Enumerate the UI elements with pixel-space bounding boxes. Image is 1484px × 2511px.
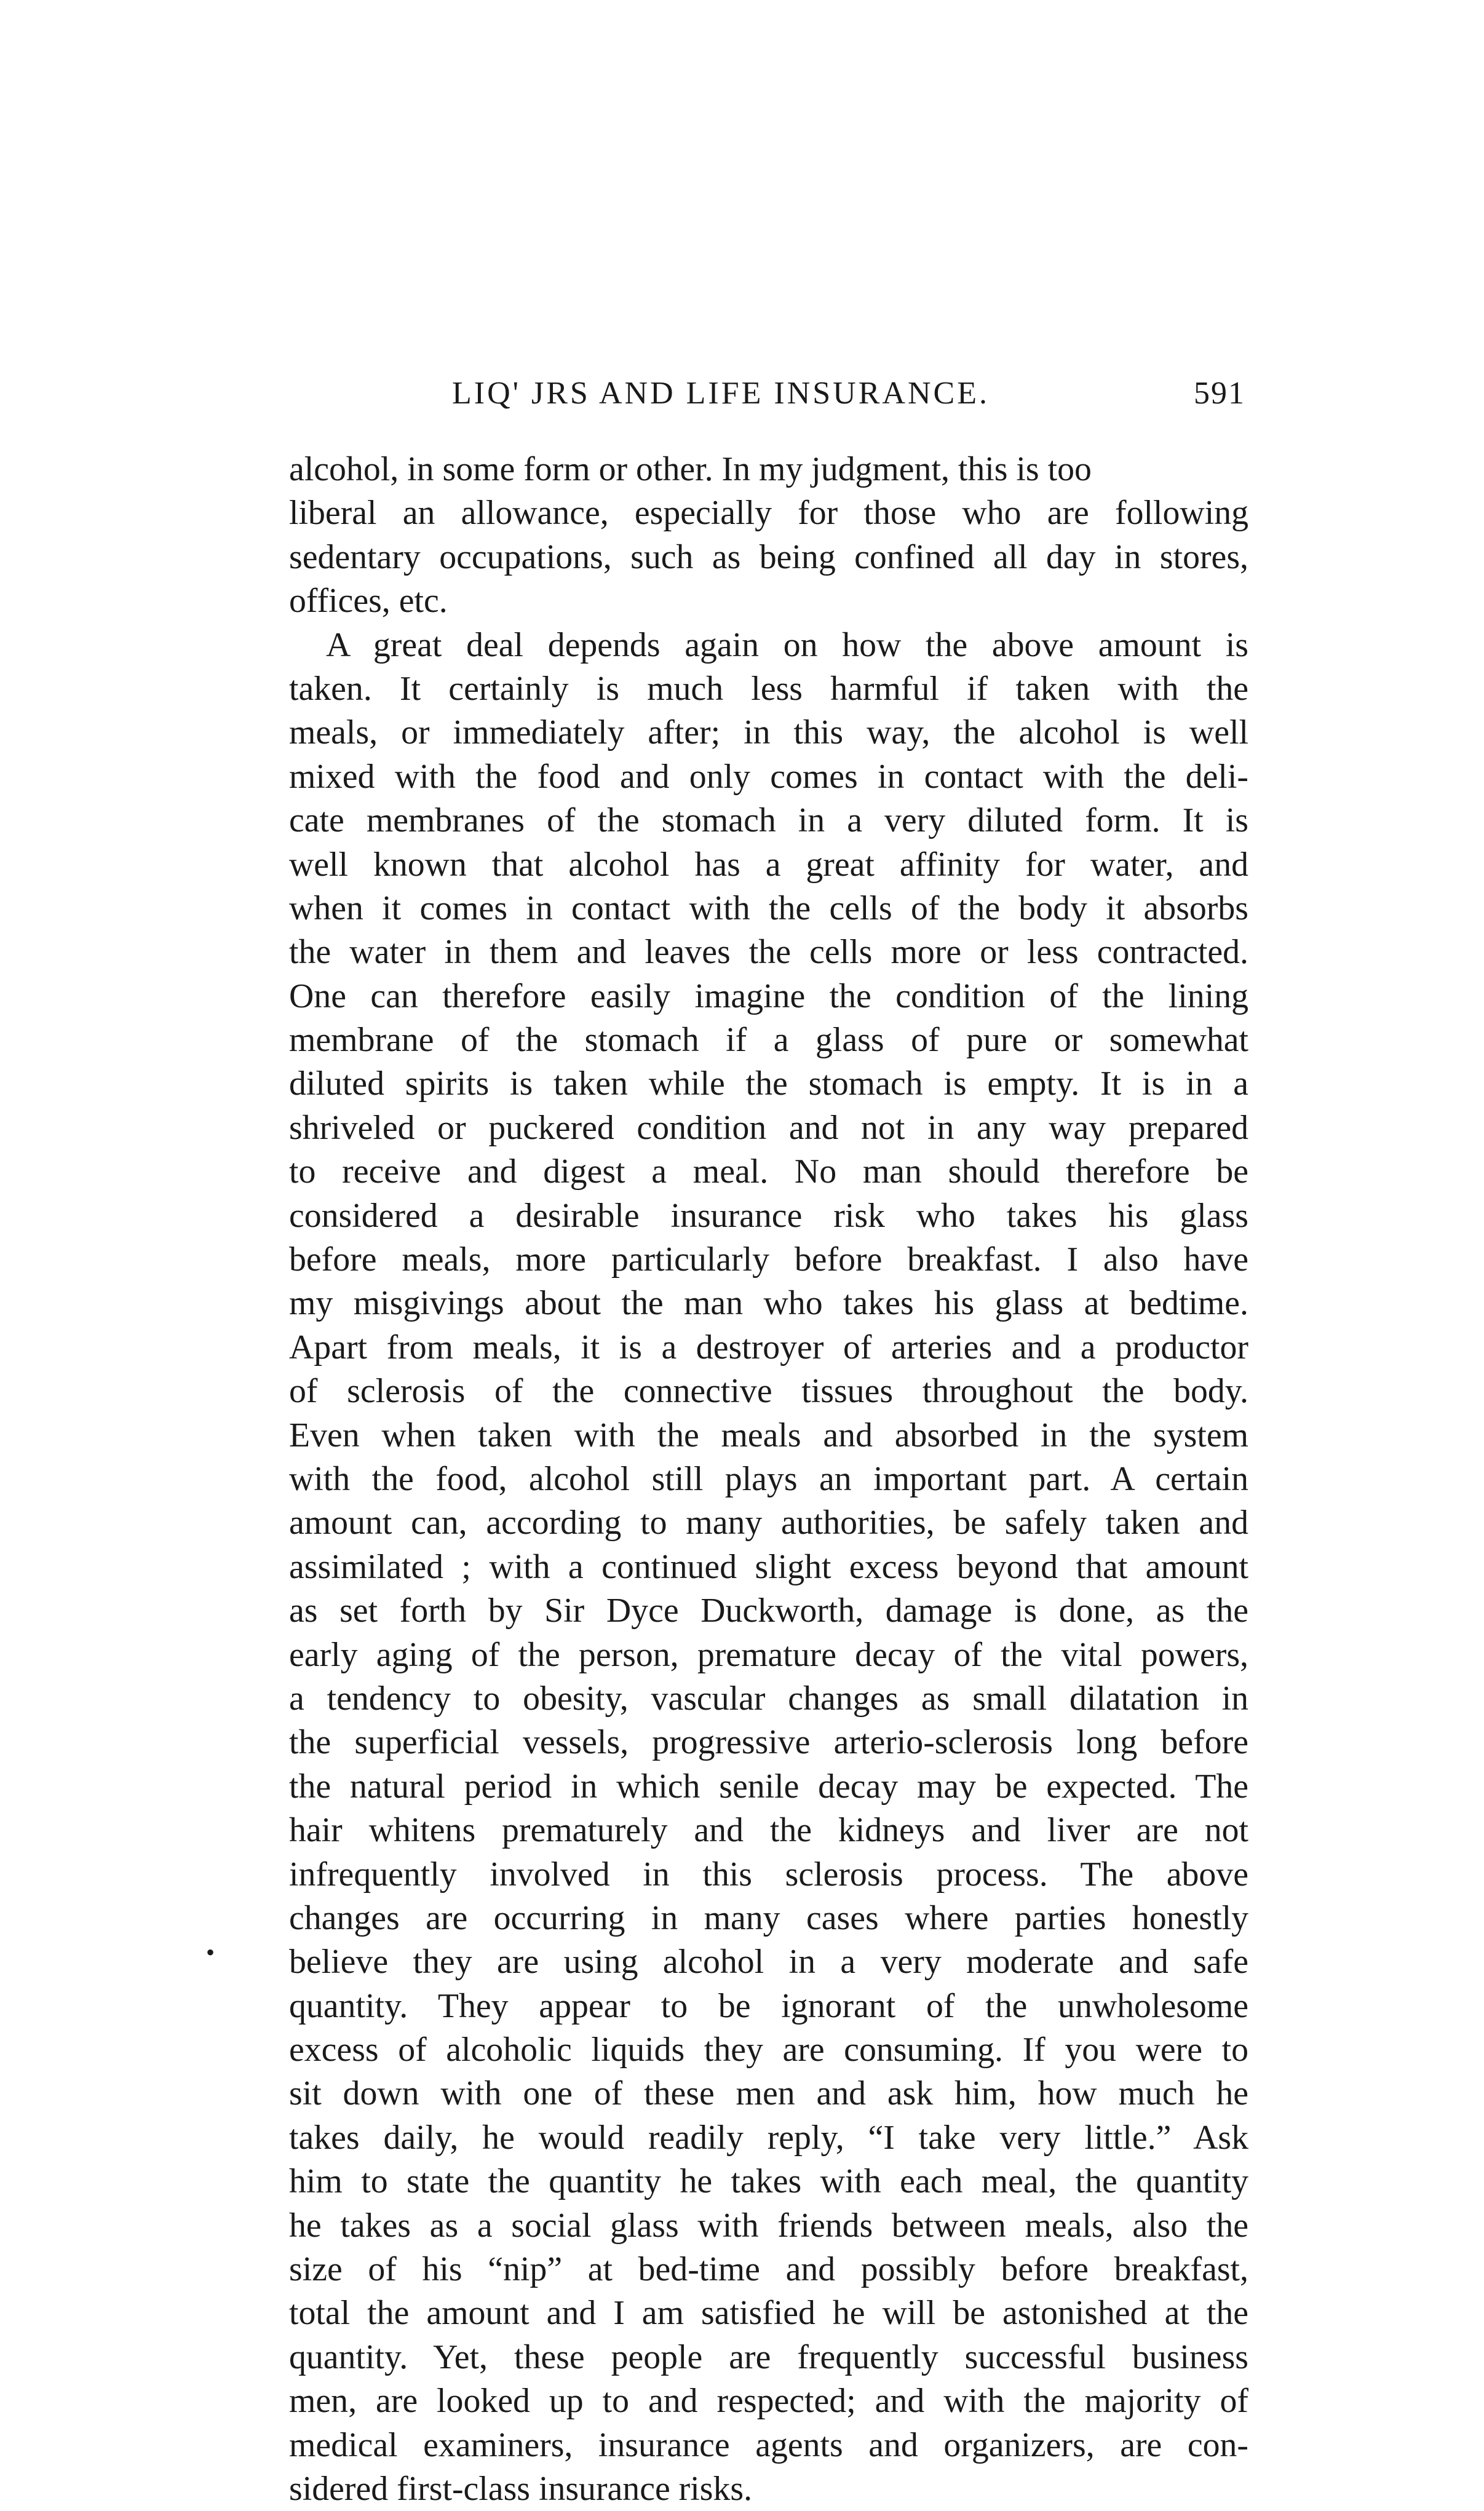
text-line: Apart from meals, it is a destroyer of arteries and a productor	[289, 1328, 1248, 1367]
text-line: the superficial vessels, progressive arterio-sclerosis long before	[289, 1723, 1248, 1762]
text-line: mixed with the food and only comes in contact with the deli-	[289, 757, 1248, 796]
text-line: early aging of the person, premature decay of the vital powers,	[289, 1635, 1248, 1674]
text-line: takes daily, he would readily reply, “I take very little.” Ask	[289, 2118, 1248, 2157]
text-line: A great deal depends again on how the above amount is	[326, 625, 1248, 664]
text-line: Even when taken with the meals and absorbed in the system	[289, 1416, 1248, 1454]
text-line: infrequently involved in this sclerosis process. The above	[289, 1855, 1248, 1894]
text-line: him to state the quantity he takes with each meal, the quantity	[289, 2162, 1248, 2201]
text-line: liberal an allowance, especially for those who are following	[289, 494, 1248, 533]
text-line: he takes as a social glass with friends between meals, also the	[289, 2206, 1248, 2245]
text-line: a tendency to obesity, vascular changes as small dilatation in	[289, 1679, 1248, 1718]
text-line: to receive and digest a meal. No man should therefore be	[289, 1152, 1248, 1191]
text-line: sit down with one of these men and ask him, how much he	[289, 2074, 1248, 2113]
text-line: changes are occurring in many cases where parties honestly	[289, 1898, 1248, 1937]
text-line: sedentary occupations, such as being confined all day in stores,	[289, 538, 1248, 576]
text-line: my misgivings about the man who takes his glass at bedtime.	[289, 1284, 1248, 1323]
text-line: cate membranes of the stomach in a very diluted form. It is	[289, 801, 1248, 840]
text-line: the natural period in which senile decay may be expected. The	[289, 1767, 1248, 1806]
text-line: taken. It certainly is much less harmful if taken with the	[289, 669, 1248, 708]
text-line: when it comes in contact with the cells of the body it absorbs	[289, 889, 1248, 927]
text-line: shriveled or puckered condition and not in any way prepared	[289, 1108, 1248, 1147]
text-line: diluted spirits is taken while the stomach is empty. It is in a	[289, 1065, 1248, 1103]
text-line: well known that alcohol has a great affinity for water, and	[289, 845, 1248, 884]
text-line: medical examiners, insurance agents and organizers, are con-	[289, 2426, 1248, 2464]
text-line: quantity. They appear to be ignorant of the unwholesome	[289, 1986, 1248, 2025]
running-head	[289, 375, 1245, 424]
text-line: membrane of the stomach if a glass of pure or somewhat	[289, 1021, 1248, 1060]
text-line: with the food, alcohol still plays an important part. A certain	[289, 1459, 1248, 1498]
text-line: size of his “nip” at bed-time and possibly before breakfast,	[289, 2250, 1248, 2289]
text-line: believe they are using alcohol in a very moderate and safe	[289, 1943, 1248, 1981]
text-line: One can therefore easily imagine the condition of the lining	[289, 977, 1248, 1015]
text-line: of sclerosis of the connective tissues throughout the body.	[289, 1372, 1248, 1411]
body-text	[289, 448, 1248, 2511]
text-line: hair whitens prematurely and the kidneys and liver are not	[289, 1811, 1248, 1850]
text-line: considered a desirable insurance risk who takes his glass	[289, 1196, 1248, 1235]
text-line: offices, etc.	[289, 582, 448, 621]
text-line: quantity. Yet, these people are frequently successful business	[289, 2338, 1248, 2376]
page-number: 591	[1194, 376, 1245, 411]
text-line: assimilated ; with a continued slight excess beyond that amount	[289, 1547, 1248, 1586]
text-line: men, are looked up to and respected; and with the majority of	[289, 2382, 1248, 2421]
text-line: before meals, more particularly before breakfast. I also have	[289, 1240, 1248, 1279]
running-title: LIQ' JRS AND LIFE INSURANCE.	[452, 376, 990, 411]
text-line: as set forth by Sir Dyce Duckworth, damage is done, as the	[289, 1592, 1248, 1630]
text-line: excess of alcoholic liquids they are consuming. If you were to	[289, 2031, 1248, 2069]
text-line: amount can, according to many authorities, be safely taken and	[289, 1504, 1248, 1542]
text-line: alcohol, in some form or other. In my judgment, this is too	[289, 450, 1092, 488]
text-line: total the amount and I am satisfied he will be astonished at the	[289, 2294, 1248, 2333]
text-line: the water in them and leaves the cells more or less contracted.	[289, 933, 1248, 972]
text-line: meals, or immediately after; in this way, the alcohol is well	[289, 713, 1248, 752]
text-line: sidered first-class insurance risks.	[289, 2469, 753, 2508]
margin-mark: •	[206, 1938, 215, 1966]
